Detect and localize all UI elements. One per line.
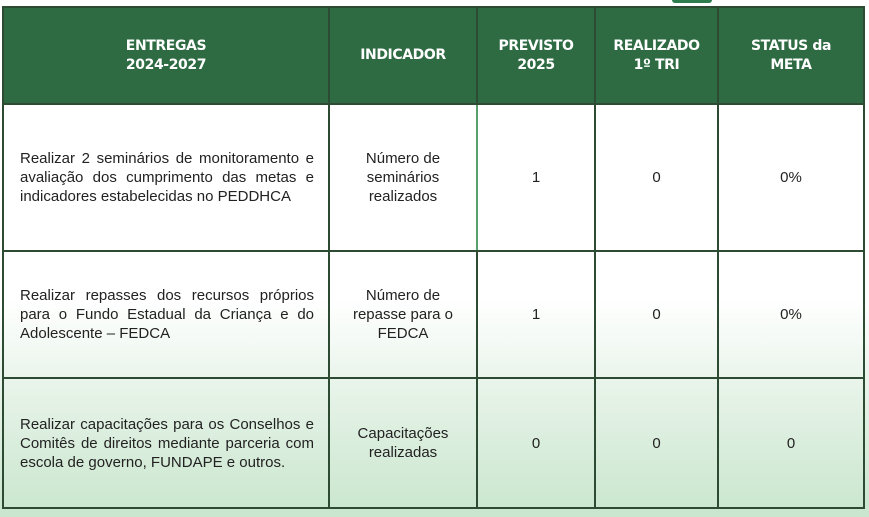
realizado-cell: 0 bbox=[595, 251, 718, 378]
indicador-cell: Capacitações realizadas bbox=[329, 378, 477, 508]
entrega-cell: Realizar 2 seminários de monitoramento e avaliação dos cumprimento das metas e indicadores estabelecidas no PEDDHCA bbox=[3, 104, 329, 251]
status-cell: 0% bbox=[718, 251, 864, 378]
table-row bbox=[3, 378, 864, 508]
previsto-cell: 1 bbox=[477, 104, 595, 251]
header-row bbox=[3, 7, 864, 104]
table-row bbox=[3, 251, 864, 378]
previsto-cell: 1 bbox=[477, 251, 595, 378]
header-realizado: REALIZADO 1º TRI bbox=[595, 7, 718, 104]
table-row bbox=[3, 104, 864, 251]
status-cell: 0 bbox=[718, 378, 864, 508]
entrega-cell: Realizar capacitações para os Conselhos e Comitês de direitos mediante parceria com escola de governo, FUNDAPE e outros. bbox=[3, 378, 329, 508]
header-indicador: INDICADOR bbox=[329, 7, 477, 104]
header-status: STATUS da META bbox=[718, 7, 864, 104]
top-accent-bar bbox=[672, 0, 712, 3]
indicador-cell: Número de repasse para o FEDCA bbox=[329, 251, 477, 378]
previsto-cell: 0 bbox=[477, 378, 595, 508]
entrega-cell: Realizar repasses dos recursos próprios para o Fundo Estadual da Criança e do Adolescente – FEDCA bbox=[3, 251, 329, 378]
realizado-cell: 0 bbox=[595, 378, 718, 508]
indicador-cell: Número de seminários realizados bbox=[329, 104, 477, 251]
status-cell: 0% bbox=[718, 104, 864, 251]
goals-table bbox=[2, 6, 865, 509]
realizado-cell: 0 bbox=[595, 104, 718, 251]
header-previsto: PREVISTO 2025 bbox=[477, 7, 595, 104]
header-entregas: ENTREGAS 2024-2027 bbox=[3, 7, 329, 104]
